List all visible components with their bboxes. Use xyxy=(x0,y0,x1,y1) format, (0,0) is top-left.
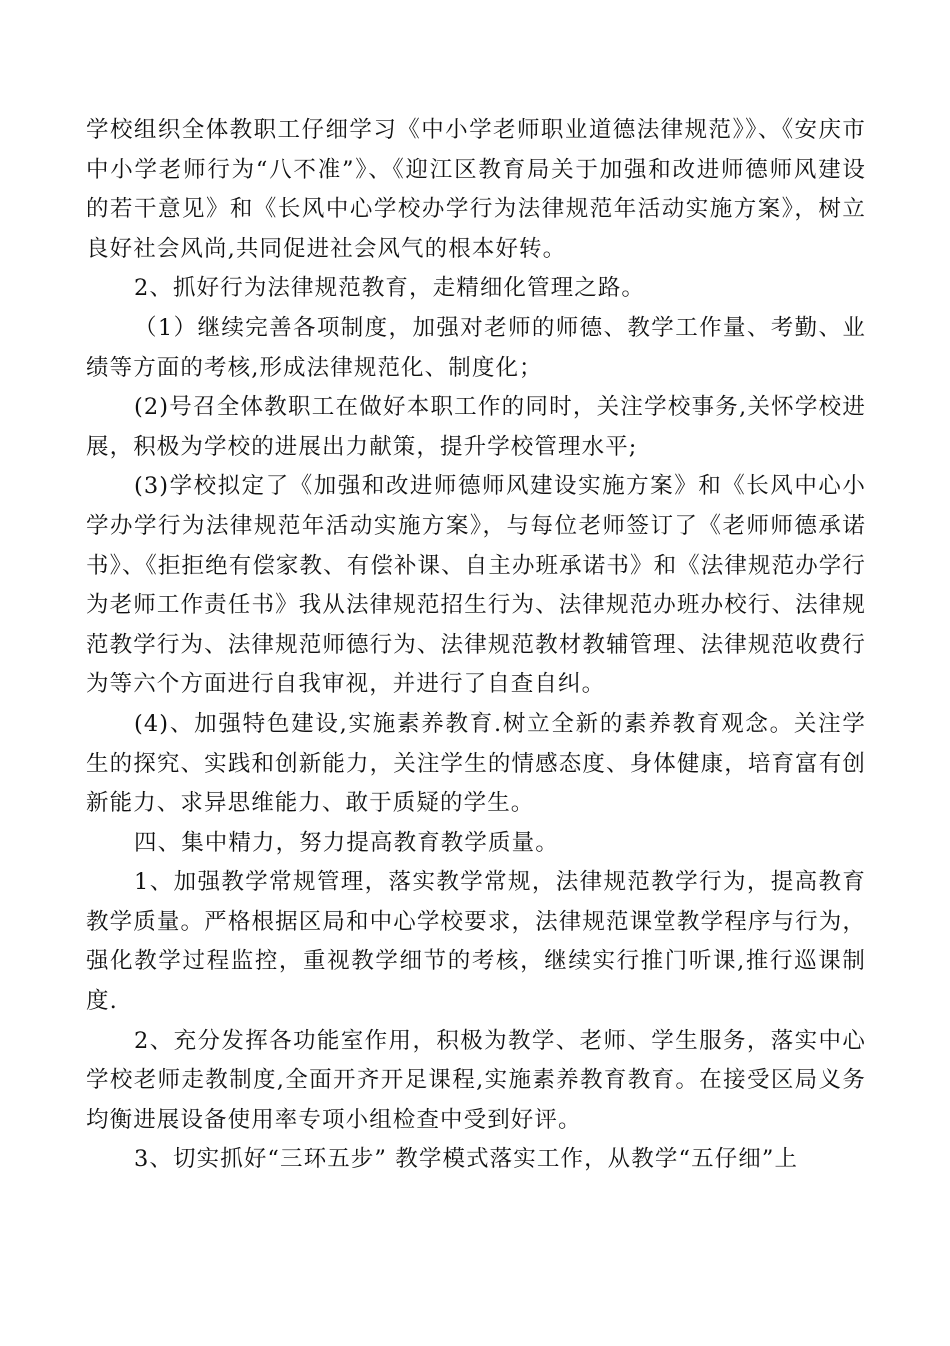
paragraph-10: 3、切实抓好“三环五步” 教学模式落实工作，从教学“五仔细”上 xyxy=(134,1146,799,1173)
paragraph-6: (4)、加强特色建设,实施素养教育.树立全新的素养教育观念。关注学生的探究、实践和创新能力，关注学生的情感态度、身体健康，培育富有创新能力、求异思维能力、敢于质疑的学生。 xyxy=(86,710,866,817)
paragraph-8: 1、加强教学常规管理，落实教学常规，法律规范教学行为，提高教育教学质量。严格根据区局和中心学校要求，法律规范课堂教学程序与行为，强化教学过程监控，重视教学细节的考核，继续实行推门听课,推行巡课制度. xyxy=(86,869,866,1015)
paragraph-4: (2)号召全体教职工在做好本职工作的同时，关注学校事务,关怀学校进展，积极为学校的进展出力献策，提升学校管理水平; xyxy=(86,394,866,460)
paragraph-7: 四、集中精力，努力提高教育教学质量。 xyxy=(134,829,559,856)
paragraph-1: 学校组织全体教职工仔细学习《中小学老师职业道德法律规范》》、《安庆市中小学老师行为“八不准”》、《迎江区教育局关于加强和改进师德师风建设的若干意见》和《长风中心学校办学行为法律规范年活动实施方案》，树立良好社会风尚,共同促进社会风气的根本好转。 xyxy=(86,117,866,262)
paragraph-2: 2、抓好行为法律规范教育，走精细化管理之路。 xyxy=(134,275,646,302)
document-body xyxy=(86,111,866,1180)
paragraph-5: (3)学校拟定了《加强和改进师德师风建设实施方案》和《长风中心小学办学行为法律规范年活动实施方案》，与每位老师签订了《老师师德承诺书》、《拒拒绝有偿家教、有偿补课、自主办班承诺书》和《法律规范办学行为老师工作责任书》我从法律规范招生行为、法律规范办班办校行、法律规范教学行为、法律规范师德行为、法律规范教材教辅管理、法律规范收费行为等六个方面进行自我审视，并进行了自查自纠。 xyxy=(86,473,866,698)
paragraph-3: （1）继续完善各项制度，加强对老师的师德、教学工作量、考勤、业绩等方面的考核,形成法律规范化、制度化； xyxy=(86,314,866,381)
paragraph-9: 2、充分发挥各功能室作用，积极为教学、老师、学生服务，落实中心学校老师走教制度,全面开齐开足课程,实施素养教育教育。在接受区局义务均衡进展设备使用率专项小组检查中受到好评。 xyxy=(86,1027,866,1133)
